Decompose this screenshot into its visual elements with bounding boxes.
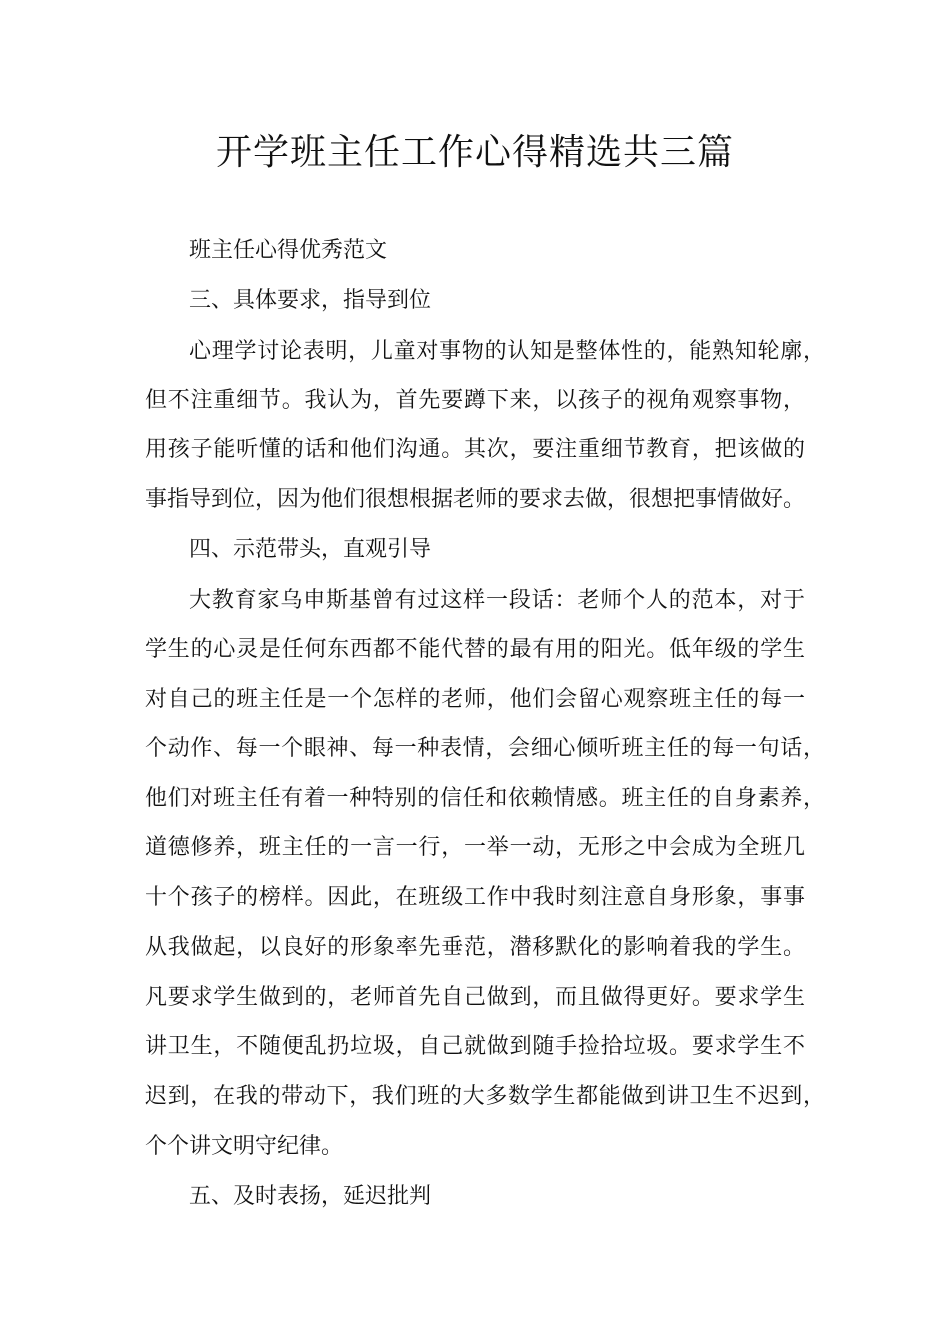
paragraph-line: 个个讲文明守纪律。 [145, 1134, 344, 1159]
paragraph-line: 道德修养，班主任的一言一行，一举一动，无形之中会成为全班几 [145, 835, 805, 860]
section-heading-3: 三、具体要求，指导到位 [189, 288, 432, 313]
paragraph-line: 凡要求学生做到的，老师首先自己做到，而且做得更好。要求学生 [145, 985, 805, 1010]
paragraph-line: 事指导到位，因为他们很想根据老师的要求去做，很想把事情做好。 [145, 487, 806, 512]
paragraph-line: 他们对班主任有着一种特别的信任和依赖情感。班主任的自身素养， [145, 786, 825, 811]
paragraph-line: 从我做起，以良好的形象率先垂范，潜移默化的影响着我的学生。 [145, 935, 805, 960]
section-heading-4: 四、示范带头，直观引导 [189, 537, 432, 562]
subtitle-line: 班主任心得优秀范文 [189, 238, 388, 263]
paragraph-line: 十个孩子的榜样。因此，在班级工作中我时刻注意自身形象，事事 [145, 885, 805, 910]
paragraph-line: 个动作、每一个眼神、每一种表情，会细心倾听班主任的每一句话， [145, 736, 825, 761]
section-heading-5: 五、及时表扬，延迟批判 [189, 1184, 432, 1209]
paragraph-line: 迟到，在我的带动下，我们班的大多数学生都能做到讲卫生不迟到， [145, 1084, 825, 1109]
paragraph-line: 大教育家乌申斯基曾有过这样一段话：老师个人的范本，对于 [189, 588, 805, 613]
paragraph-line: 学生的心灵是任何东西都不能代替的最有用的阳光。低年级的学生 [145, 637, 805, 662]
paragraph-line: 用孩子能听懂的话和他们沟通。其次，要注重细节教育，把该做的 [145, 437, 805, 462]
paragraph-line: 心理学讨论表明，儿童对事物的认知是整体性的，能熟知轮廓， [189, 339, 825, 364]
document-title: 开学班主任工作心得精选共三篇 [215, 132, 734, 173]
paragraph-line: 对自己的班主任是一个怎样的老师，他们会留心观察班主任的每一 [145, 687, 805, 712]
paragraph-line: 但不注重细节。我认为，首先要蹲下来，以孩子的视角观察事物， [145, 388, 805, 413]
paragraph-line: 讲卫生，不随便乱扔垃圾，自己就做到随手捡拾垃圾。要求学生不 [145, 1034, 805, 1059]
